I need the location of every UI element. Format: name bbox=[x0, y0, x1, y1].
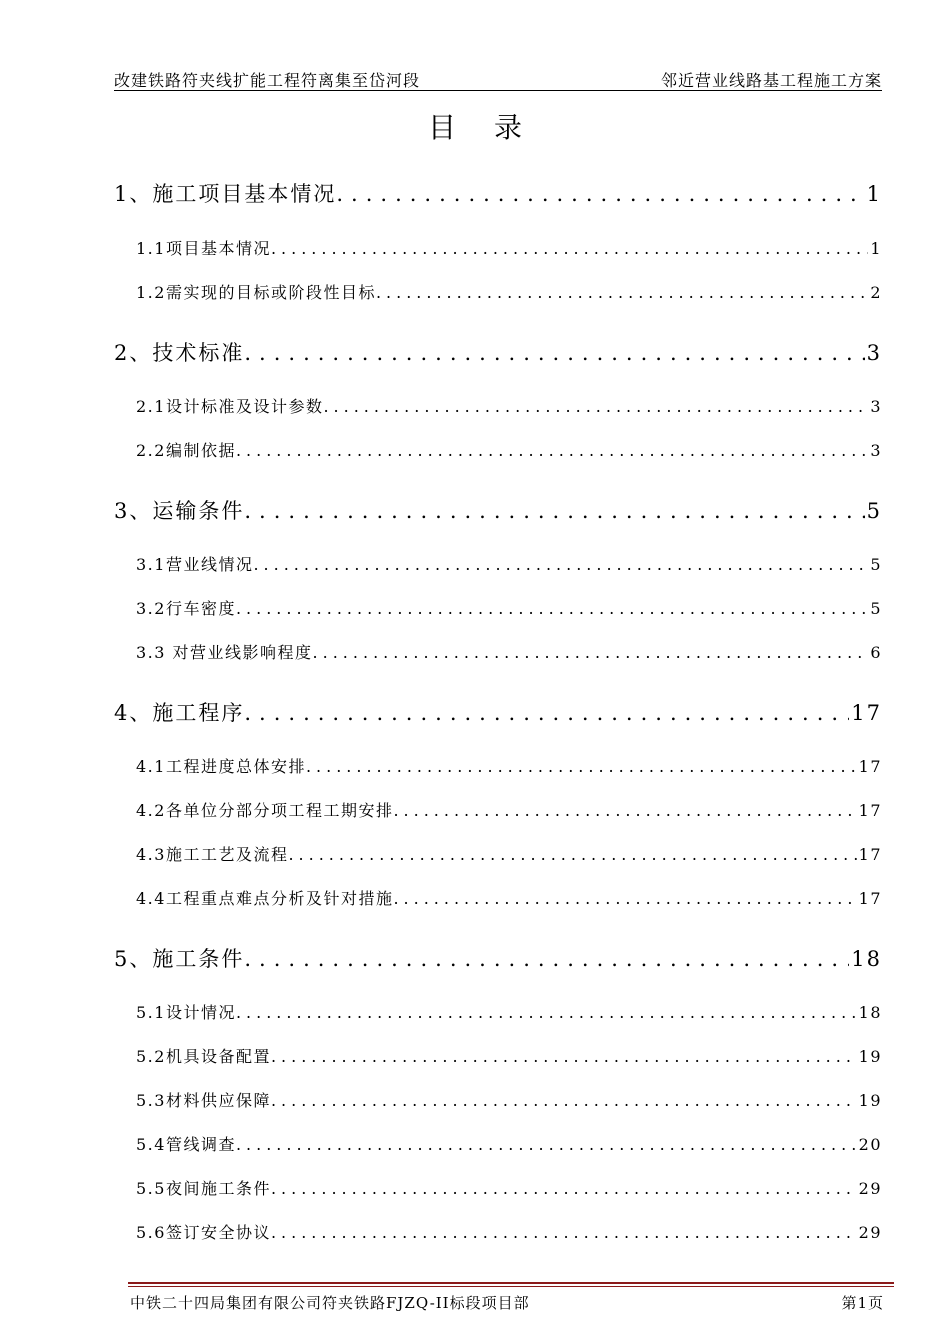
footer-page-number: 第1页 bbox=[841, 1294, 884, 1312]
toc-entry-page: 5 bbox=[866, 499, 882, 523]
toc-entry-text: 4、施工程序 bbox=[114, 701, 245, 725]
toc-entry-text: 1.2需实现的目标或阶段性目标 bbox=[136, 283, 376, 302]
toc-leader-dots bbox=[271, 239, 868, 258]
toc-section-entry[interactable] bbox=[136, 1000, 882, 1023]
toc-entry-text: 3、运输条件 bbox=[114, 499, 245, 523]
toc-entry-text: 3.1营业线情况 bbox=[136, 555, 254, 574]
toc-entry-page: 3 bbox=[870, 397, 882, 416]
toc-entry-text: 5、施工条件 bbox=[114, 947, 245, 971]
toc-entry-text: 4.3施工工艺及流程 bbox=[136, 845, 289, 864]
toc-entry-text: 5.4管线调查 bbox=[136, 1135, 236, 1154]
toc-entry-text: 3.3 对营业线影响程度 bbox=[136, 643, 313, 662]
toc-title: 目录 bbox=[427, 111, 560, 144]
toc-entry-page: 1 bbox=[866, 182, 882, 206]
toc-entry-page: 18 bbox=[851, 947, 882, 971]
toc-entry-text: 2.1设计标准及设计参数 bbox=[136, 397, 324, 416]
toc-section-entry[interactable] bbox=[136, 754, 882, 777]
toc-entry-text: 4.1工程进度总体安排 bbox=[136, 757, 306, 776]
toc-section-entry[interactable] bbox=[136, 596, 882, 619]
toc-entry-text: 4.2各单位分部分项工程工期安排 bbox=[136, 801, 394, 820]
toc-leader-dots bbox=[253, 555, 868, 574]
toc-entry-page: 17 bbox=[858, 845, 882, 864]
toc-section-entry[interactable] bbox=[136, 236, 882, 259]
toc-section-entry[interactable] bbox=[136, 1176, 882, 1199]
toc-section-entry[interactable] bbox=[136, 842, 882, 865]
footer-divider-thin bbox=[128, 1286, 894, 1287]
toc-entry-page: 19 bbox=[858, 1091, 882, 1110]
toc-leader-dots bbox=[236, 1135, 857, 1154]
toc-entry-text: 3.2行车密度 bbox=[136, 599, 236, 618]
toc-entry-text: 4.4工程重点难点分析及针对措施 bbox=[136, 889, 394, 908]
toc-entry-page: 20 bbox=[858, 1135, 882, 1154]
toc-entry-text: 1、施工项目基本情况 bbox=[114, 182, 337, 206]
toc-entry-page: 29 bbox=[858, 1179, 882, 1198]
toc-chapter-entry[interactable] bbox=[114, 943, 882, 973]
toc-entry-page: 5 bbox=[870, 555, 882, 574]
toc-leader-dots bbox=[323, 397, 868, 416]
header-document-title: 邻近营业线路基工程施工方案 bbox=[660, 71, 882, 90]
toc-entry-text: 5.6签订安全协议 bbox=[136, 1223, 271, 1242]
toc-section-entry[interactable] bbox=[136, 798, 882, 821]
toc-entry-page: 17 bbox=[851, 701, 882, 725]
toc-leader-dots bbox=[393, 889, 856, 908]
toc-leader-dots bbox=[271, 1223, 857, 1242]
toc-section-entry[interactable] bbox=[136, 1088, 882, 1111]
toc-section-entry[interactable] bbox=[136, 1220, 882, 1243]
toc-section-entry[interactable] bbox=[136, 438, 882, 461]
toc-entry-text: 5.2机具设备配置 bbox=[136, 1047, 271, 1066]
toc-section-entry[interactable] bbox=[136, 552, 882, 575]
toc-entry-page: 19 bbox=[858, 1047, 882, 1066]
toc-entry-text: 2、技术标准 bbox=[114, 341, 245, 365]
toc-entry-text: 5.3材料供应保障 bbox=[136, 1091, 271, 1110]
toc-entry-page: 2 bbox=[870, 283, 882, 302]
toc-chapter-entry[interactable] bbox=[114, 337, 882, 367]
toc-entry-text: 1.1项目基本情况 bbox=[136, 239, 271, 258]
toc-chapter-entry[interactable] bbox=[114, 178, 882, 208]
toc-entry-page: 17 bbox=[858, 889, 882, 908]
toc-leader-dots bbox=[271, 1179, 857, 1198]
toc-section-entry[interactable] bbox=[136, 1132, 882, 1155]
toc-entry-page: 6 bbox=[870, 643, 882, 662]
toc-section-entry[interactable] bbox=[136, 280, 882, 303]
toc-entry-page: 3 bbox=[870, 441, 882, 460]
toc-leader-dots bbox=[244, 499, 864, 523]
toc-entry-page: 3 bbox=[866, 341, 882, 365]
toc-leader-dots bbox=[393, 801, 856, 820]
footer-divider bbox=[128, 1282, 894, 1284]
toc-leader-dots bbox=[244, 947, 849, 971]
toc-leader-dots bbox=[236, 599, 868, 618]
toc-entry-page: 5 bbox=[870, 599, 882, 618]
toc-entry-page: 17 bbox=[858, 757, 882, 776]
toc-leader-dots bbox=[271, 1047, 857, 1066]
toc-leader-dots bbox=[313, 643, 869, 662]
toc-entry-page: 17 bbox=[858, 801, 882, 820]
toc-leader-dots bbox=[236, 441, 868, 460]
toc-entry-page: 18 bbox=[858, 1003, 882, 1022]
toc-section-entry[interactable] bbox=[136, 640, 882, 663]
toc-chapter-entry[interactable] bbox=[114, 495, 882, 525]
toc-leader-dots bbox=[288, 845, 856, 864]
toc-section-entry[interactable] bbox=[136, 886, 882, 909]
footer-company: 中铁二十四局集团有限公司符夹铁路FJZQ-II标段项目部 bbox=[130, 1294, 530, 1312]
toc-section-entry[interactable] bbox=[136, 1044, 882, 1067]
toc-entry-page: 29 bbox=[858, 1223, 882, 1242]
toc-leader-dots bbox=[244, 341, 864, 365]
toc-leader-dots bbox=[376, 283, 868, 302]
toc-entry-text: 5.1设计情况 bbox=[136, 1003, 236, 1022]
toc-entry-page: 1 bbox=[870, 239, 882, 258]
header-project-name: 改建铁路符夹线扩能工程符离集至岱河段 bbox=[114, 71, 421, 90]
toc-leader-dots bbox=[336, 182, 864, 206]
toc-leader-dots bbox=[236, 1003, 857, 1022]
toc-section-entry[interactable] bbox=[136, 394, 882, 417]
toc-leader-dots bbox=[271, 1091, 857, 1110]
toc-leader-dots bbox=[306, 757, 857, 776]
toc-chapter-entry[interactable] bbox=[114, 697, 882, 727]
toc-entry-text: 2.2编制依据 bbox=[136, 441, 236, 460]
toc-leader-dots bbox=[244, 701, 849, 725]
toc-entry-text: 5.5夜间施工条件 bbox=[136, 1179, 271, 1198]
